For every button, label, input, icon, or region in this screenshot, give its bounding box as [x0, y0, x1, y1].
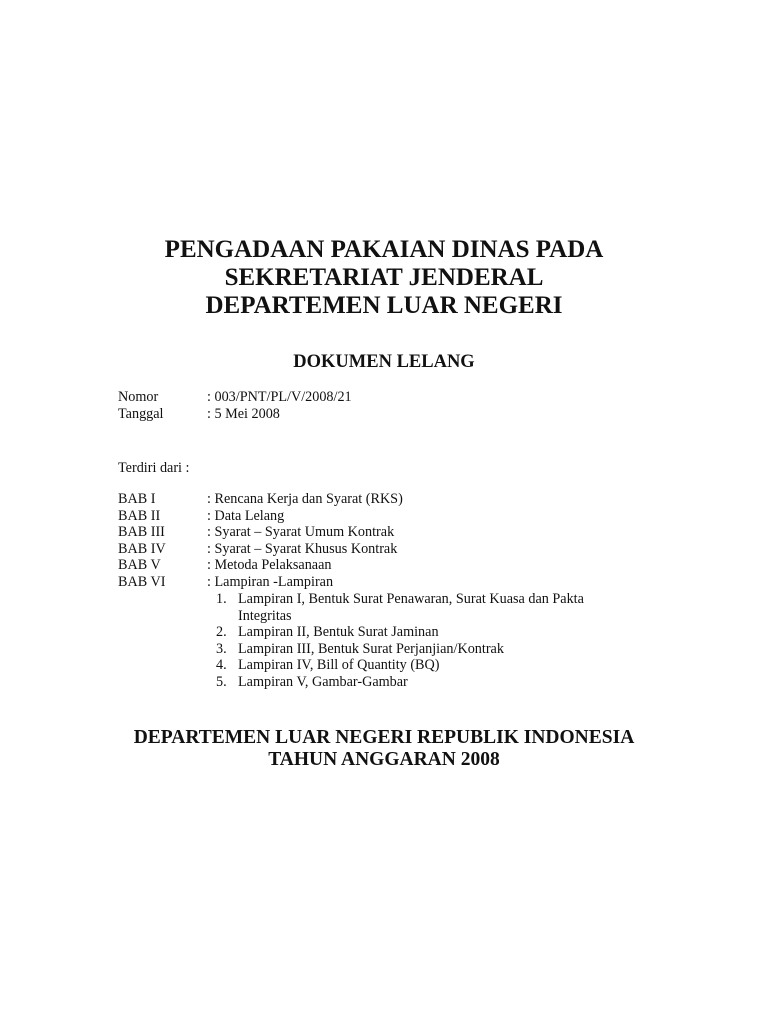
title-line-1: PENGADAAN PAKAIAN DINAS PADA	[164, 236, 604, 263]
chapter-label: BAB III	[118, 524, 165, 540]
document-title	[0, 236, 768, 320]
chapter-row	[118, 508, 678, 525]
chapter-row	[118, 541, 678, 558]
meta-value: : 5 Mei 2008	[207, 405, 280, 422]
attachment-item	[216, 624, 636, 641]
chapter-row	[118, 574, 678, 591]
attachment-item	[216, 591, 636, 624]
attachment-number: 4.	[216, 657, 227, 673]
contents-intro: Terdiri dari :	[118, 460, 190, 476]
chapter-title: : Syarat – Syarat Khusus Kontrak	[207, 540, 398, 557]
attachment-text: Lampiran V, Gambar-Gambar	[238, 673, 408, 690]
document-meta	[118, 389, 618, 422]
title-line-3: DEPARTEMEN LUAR NEGERI	[205, 292, 563, 319]
chapter-label: BAB V	[118, 557, 161, 573]
footer-line-2: TAHUN ANGGARAN 2008	[268, 749, 500, 770]
attachment-text: Lampiran IV, Bill of Quantity (BQ)	[238, 657, 440, 673]
meta-value: : 003/PNT/PL/V/2008/21	[207, 389, 352, 405]
attachment-number: 2.	[216, 624, 227, 640]
chapter-title: : Syarat – Syarat Umum Kontrak	[207, 524, 395, 540]
meta-label: Nomor	[118, 389, 159, 405]
document-footer	[0, 727, 768, 771]
chapter-row	[118, 524, 678, 541]
attachment-list	[216, 591, 636, 690]
chapter-label: BAB VI	[118, 573, 166, 590]
attachment-number: 5.	[216, 673, 227, 690]
chapter-row	[118, 557, 678, 574]
chapter-title: : Data Lelang	[207, 507, 285, 524]
chapter-title: : Rencana Kerja dan Syarat (RKS)	[207, 491, 403, 507]
attachment-number: 3.	[216, 640, 227, 657]
chapter-title: : Metoda Pelaksanaan	[207, 557, 332, 573]
document-subtitle: DOKUMEN LELANG	[293, 352, 475, 372]
chapter-row	[118, 491, 678, 508]
meta-label: Tanggal	[118, 405, 164, 422]
chapter-label: BAB IV	[118, 540, 166, 557]
chapter-label: BAB I	[118, 491, 156, 507]
attachment-item	[216, 674, 636, 691]
meta-row-nomor	[118, 389, 618, 406]
attachment-item	[216, 657, 636, 674]
footer-line-1: DEPARTEMEN LUAR NEGERI REPUBLIK INDONESIA	[133, 727, 635, 748]
attachment-text: Lampiran II, Bentuk Surat Jaminan	[238, 624, 439, 640]
attachment-text: Lampiran III, Bentuk Surat Perjanjian/Kontrak	[238, 640, 504, 657]
title-line-2: SEKRETARIAT JENDERAL	[224, 264, 544, 291]
meta-row-tanggal	[118, 406, 618, 423]
chapter-title: : Lampiran -Lampiran	[207, 573, 334, 590]
attachment-text: Lampiran I, Bentuk Surat Penawaran, Surat Kuasa dan Pakta Integritas	[238, 591, 584, 624]
attachment-item	[216, 641, 636, 658]
chapter-label: BAB II	[118, 507, 161, 524]
chapter-list	[118, 491, 678, 690]
attachment-number: 1.	[216, 591, 227, 607]
